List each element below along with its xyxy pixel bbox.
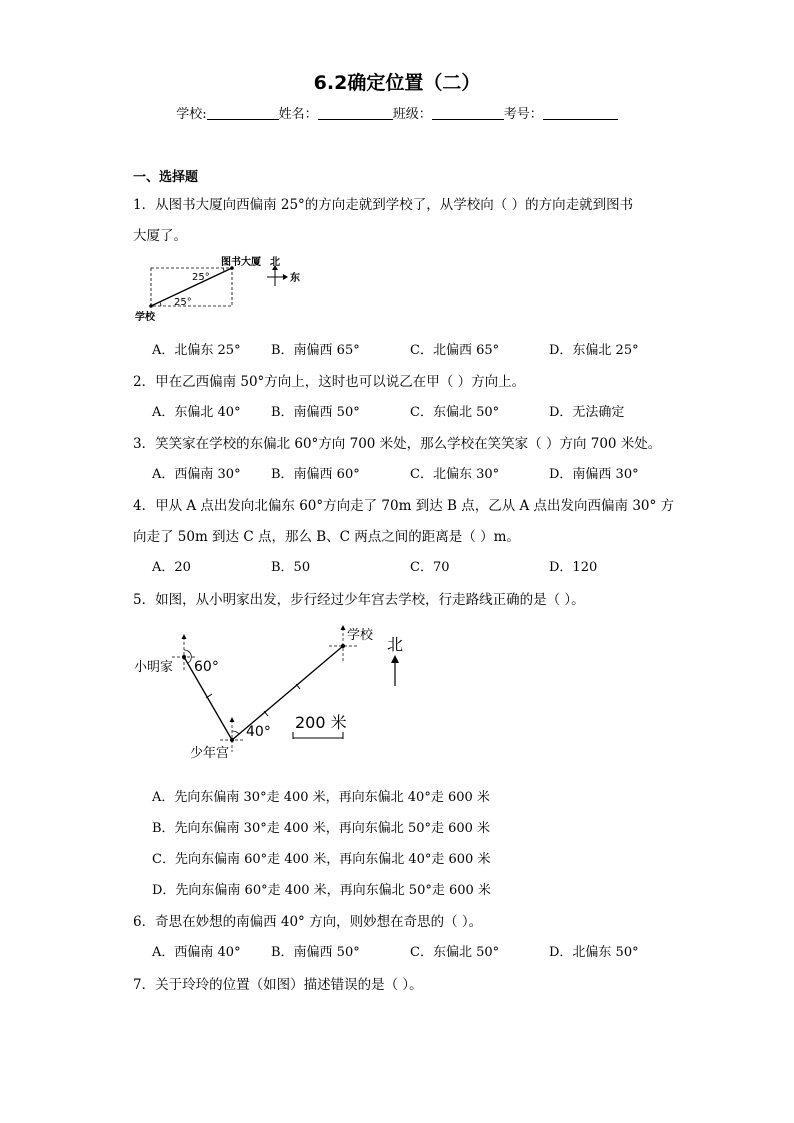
q5-option-b[interactable]: B．先向东偏南 30°走 400 米，再向东偏北 50°走 600 米	[152, 821, 491, 836]
name-label: 姓名：	[278, 107, 318, 122]
page-title: 6.2确定位置（二）	[313, 72, 481, 94]
q3-option-b[interactable]: B．南偏西 60°	[271, 467, 360, 482]
q1-text-line1: 1．从图书大厦向西偏南 25°的方向走就到学校了，从学校向（ ）的方向走就到图书	[133, 197, 634, 213]
q1-angle-top-label: 25°	[192, 272, 210, 283]
q3-text: 3．笑笑家在学校的东偏北 60°方向 700 米处，那么学校在笑笑家（ ）方向 700 米处。	[133, 436, 662, 452]
palace-label: 少年宫	[190, 746, 230, 761]
q5-angle1-label: 60°	[194, 659, 219, 675]
scale-bar	[293, 732, 343, 739]
q1-option-d[interactable]: D．东偏北 25°	[549, 343, 639, 358]
q5-angle2-label: 40°	[246, 724, 271, 740]
q2-option-b[interactable]: B．南偏西 50°	[271, 405, 360, 420]
home-compass-cross	[172, 634, 196, 672]
section-heading: 一、选择题	[133, 170, 199, 185]
q3-option-c[interactable]: C．北偏东 30°	[410, 467, 500, 482]
q1-figure	[130, 254, 310, 326]
q5-angle-arc-2	[232, 731, 239, 734]
q4-option-a[interactable]: A．20	[152, 560, 191, 575]
q6-option-a[interactable]: A．西偏南 40°	[152, 945, 241, 960]
q1-north-label: 北	[270, 257, 280, 268]
q6-option-c[interactable]: C．东偏北 50°	[410, 945, 500, 960]
q3-option-a[interactable]: A．西偏南 30°	[152, 467, 241, 482]
q1-angle-bottom-label: 25°	[174, 297, 192, 308]
q5-text: 5．如图，从小明家出发，步行经过少年宫去学校，行走路线正确的是（ ）。	[133, 592, 585, 608]
q6-option-b[interactable]: B．南偏西 50°	[271, 945, 360, 960]
north-arrow-icon	[391, 655, 399, 686]
q7-text: 7．关于玲玲的位置（如图）描述错误的是（ ）。	[133, 977, 423, 993]
name-blank[interactable]	[318, 106, 393, 120]
q5-north-label: 北	[387, 635, 404, 654]
q2-option-c[interactable]: C．东偏北 50°	[410, 405, 500, 420]
library-label: 图书大厦	[221, 257, 261, 268]
q5-option-d[interactable]: D．先向东偏南 60°走 400 米，再向东偏北 50°走 600 米	[152, 883, 491, 898]
school-blank[interactable]	[207, 106, 279, 120]
q2-option-a[interactable]: A．东偏北 40°	[152, 405, 241, 420]
class-blank[interactable]	[432, 106, 504, 120]
q1-option-c[interactable]: C．北偏西 65°	[410, 343, 500, 358]
scale-label: 200 米	[295, 713, 347, 732]
q5-option-c[interactable]: C．先向东偏南 60°走 400 米，再向东偏北 40°走 600 米	[152, 852, 491, 867]
q4-text-line2: 向走了 50m 到达 C 点，那么 B、C 两点之间的距离是（ ）m。	[133, 529, 520, 545]
number-label: 考号：	[503, 107, 543, 122]
class-label: 班级：	[392, 107, 432, 122]
q4-option-b[interactable]: B．50	[271, 560, 311, 575]
q5-option-a[interactable]: A．先向东偏南 30°走 400 米，再向东偏北 40°走 600 米	[152, 790, 490, 805]
q5-school-label: 学校	[347, 628, 374, 643]
compass-icon	[267, 265, 288, 286]
student-info-line	[0, 103, 794, 122]
q2-option-d[interactable]: D．无法确定	[549, 405, 625, 420]
home-label: 小明家	[134, 660, 174, 675]
q6-option-d[interactable]: D．北偏东 50°	[549, 945, 639, 960]
q1-school-label: 学校	[135, 312, 155, 323]
q2-text: 2．甲在乙西偏南 50°方向上，这时也可以说乙在甲（ ）方向上。	[133, 374, 526, 390]
q1-text-line2: 大厦了。	[133, 228, 187, 244]
q1-east-label: 东	[290, 273, 300, 284]
q6-text: 6．奇思在妙想的南偏西 40° 方向，则妙想在奇思的（ ）。	[133, 914, 483, 930]
q4-option-c[interactable]: C．70	[410, 560, 450, 575]
q4-text-line1: 4．甲从 A 点出发向北偏东 60°方向走了 70m 到达 B 点，乙从 A 点出发向西偏南 30° 方	[133, 498, 675, 514]
q1-option-a[interactable]: A．北偏东 25°	[152, 343, 241, 358]
q5-figure	[130, 620, 420, 765]
number-blank[interactable]	[543, 106, 618, 120]
q1-angle-arc-bottom	[160, 302, 161, 306]
school-dot	[149, 304, 153, 308]
school-label: 学校:	[176, 107, 207, 122]
q4-option-d[interactable]: D．120	[549, 560, 598, 575]
q3-option-d[interactable]: D．南偏西 30°	[549, 467, 639, 482]
q1-option-b[interactable]: B．南偏西 65°	[271, 343, 360, 358]
